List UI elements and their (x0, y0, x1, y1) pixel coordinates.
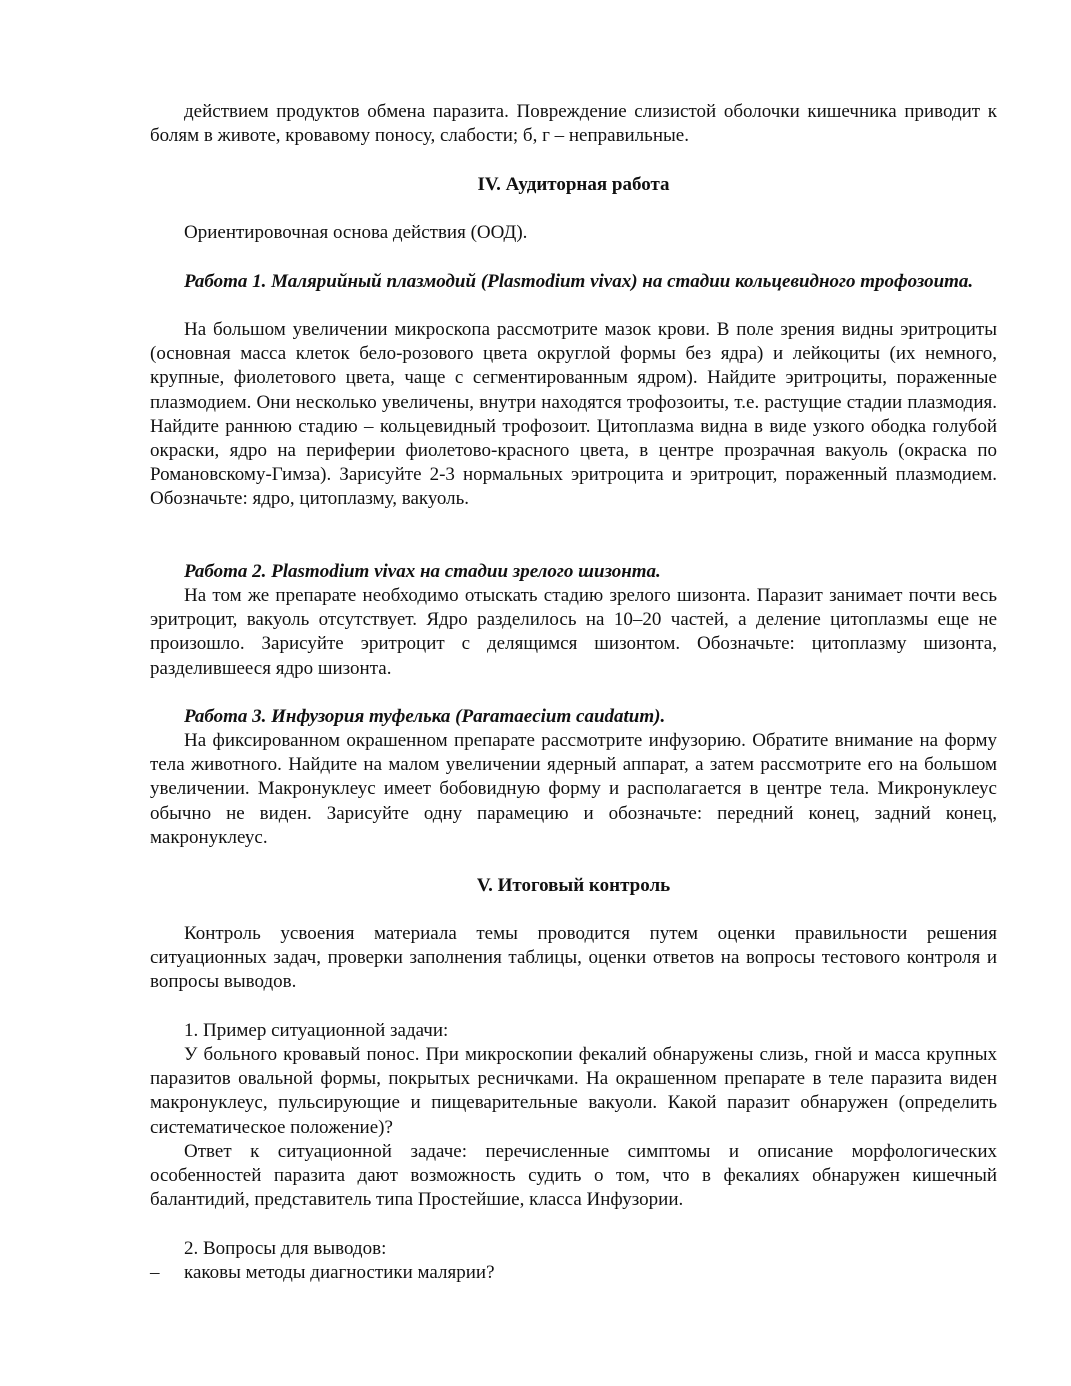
task-heading: 1. Пример ситуационной задачи: (184, 1020, 449, 1041)
work-2-title: Работа 2. Plasmodium vivax на стадии зрелого шизонта. (184, 561, 661, 582)
work-3-title: Работа 3. Инфузория туфелька (Paramaecium caudatum). (184, 706, 666, 727)
work-1-title: Работа 1. Малярийный плазмодий (Plasmodium vivax) на стадии кольцевидного трофозоита. (184, 271, 974, 292)
answer-text: Ответ к ситуационной задаче: перечисленные симптомы и описание морфологических особенностей паразита дают возможность судить о том, что в фекалиях обнаружен кишечный балантидий, представитель типа Простейшие, класса Инфузории. (150, 1141, 997, 1211)
bullet-dash: – (150, 1262, 160, 1283)
questions-heading: 2. Вопросы для выводов: (184, 1238, 387, 1259)
work-3-text: На фиксированном окрашенном препарате рассмотрите инфузорию. Обратите внимание на форму тела животного. Найдите на малом увеличении ядерный аппарат, а затем рассмотрите его на большом увеличении. Макронуклеус имеет бобовидную форму и располагается в центре тела. Микронуклеус обычно не виден. Зарисуйте одну парамецию и обозначьте: передний конец, задний конец, макронуклеус. (150, 730, 997, 848)
ood-line: Ориентировочная основа действия (ООД). (184, 222, 528, 243)
question-text: каковы методы диагностики малярии? (184, 1262, 495, 1283)
section-5-heading: V. Итоговый контроль (476, 875, 671, 896)
section-4-heading: IV. Аудиторная работа (477, 174, 670, 195)
control-paragraph: Контроль усвоения материала темы проводится путем оценки правильности решения ситуационных задач, проверки заполнения таблицы, оценки ответов на вопросы тестового контроля и вопросы выводов. (150, 923, 997, 993)
task-text: У больного кровавый понос. При микроскопии фекалий обнаружены слизь, гной и масса крупных паразитов овальной формы, покрытых ресничками. На окрашенном препарате в теле паразита виден макронуклеус, пульсирующие и пищеварительные вакуоли. Какой паразит обнаружен (определить систематическое положение)? (150, 1044, 997, 1138)
intro-paragraph: действием продуктов обмена паразита. Повреждение слизистой оболочки кишечника приводит к болям в животе, кровавому поносу, слабости; б, г – неправильные. (150, 101, 997, 147)
work-2-text: На том же препарате необходимо отыскать стадию зрелого шизонта. Паразит занимает почти весь эритроцит, вакуоль отсутствует. Ядро разделилось на 10–20 частей, а деление цитоплазмы еще не произошло. Зарисуйте эритроцит с делящимся шизонтом. Обозначьте: цитоплазму шизонта, разделившееся ядро шизонта. (150, 585, 997, 679)
work-1-text: На большом увеличении микроскопа рассмотрите мазок крови. В поле зрения видны эритроциты (основная масса клеток бело-розового цвета округлой формы без ядра) и лейкоциты (их немного, крупные, фиолетового цвета, чаще с сегментированным ядром). Найдите эритроциты, пораженные плазмодием. Они несколько увеличены, внутри находятся трофозоиты, т.е. растущие стадии плазмодия. Найдите раннюю стадию – кольцевидный трофозоит. Цитоплазма видна в виде узкого ободка голубой окраски, ядро на периферии фиолетово-красного цвета, в центре прозрачная вакуоль (окраска по Романовскому-Гимза). Зарисуйте 2-3 нормальных эритроцита и эритроцит, пораженный плазмодием. Обозначьте: ядро, цитоплазму, вакуоль. (150, 319, 997, 510)
